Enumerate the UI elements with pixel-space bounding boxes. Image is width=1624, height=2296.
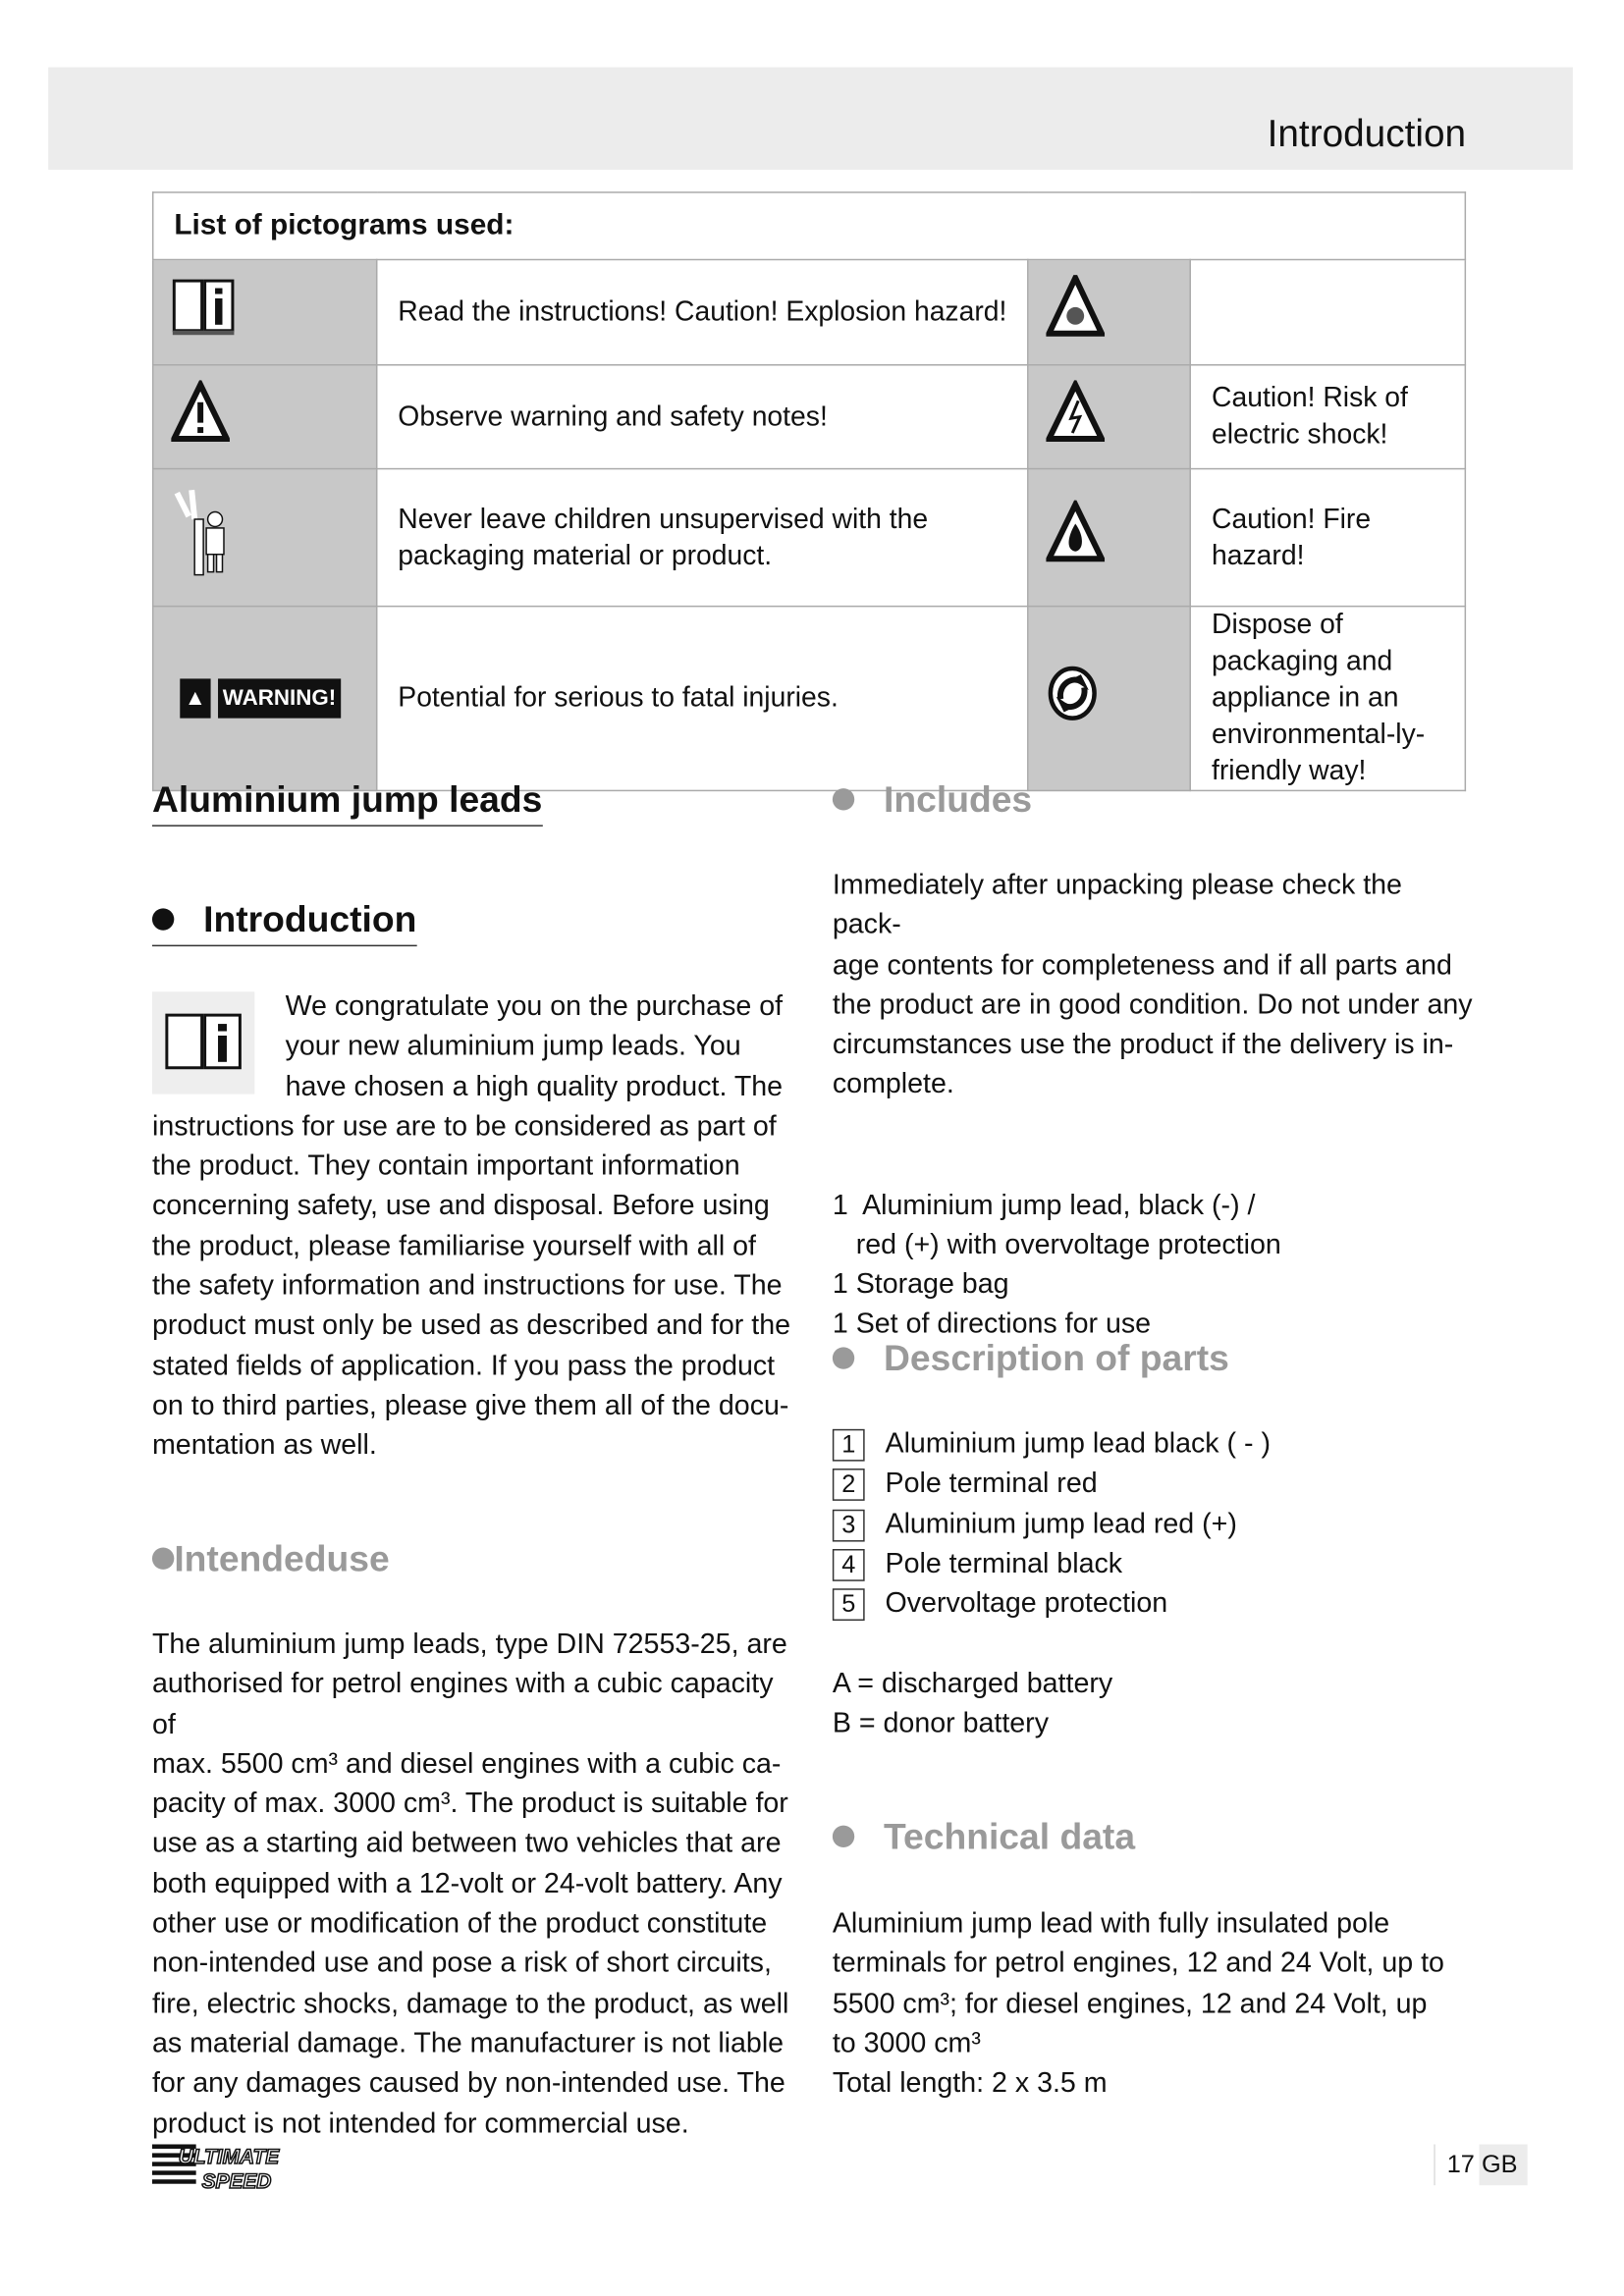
child-supervision-icon bbox=[153, 469, 377, 607]
part-item: 1 Aluminium jump lead black ( - ) bbox=[833, 1424, 1477, 1465]
pictogram-text: Caution! Risk of electric shock! bbox=[1190, 365, 1465, 469]
warning-badge-label: WARNING! bbox=[218, 678, 340, 718]
part-item: 3 Aluminium jump lead red (+) bbox=[833, 1505, 1477, 1545]
technical-data-text: Aluminium jump lead with fully insulated pole terminals for petrol engines, 12 and 24 Volt, up to 5500 cm³; for diesel engines, 12 and 24 Volt, up to 3000 cm³ Total length: 2 x 3.5 m bbox=[832, 1908, 1444, 2100]
fire-hazard-icon bbox=[1028, 469, 1190, 607]
includes-list: 1 Aluminium jump lead, black (-) / red (+) with overvoltage protection 1 Storage bag 1 Set of directions for use bbox=[832, 1190, 1281, 1341]
bullet-icon bbox=[833, 1825, 854, 1846]
bullet-icon bbox=[152, 908, 174, 930]
technical-data-heading: Technical data bbox=[833, 1817, 1135, 1859]
recycle-icon bbox=[1028, 607, 1190, 791]
pictogram-table bbox=[152, 191, 1466, 791]
part-item: 4 Pole terminal black bbox=[833, 1544, 1477, 1584]
explosion-hazard-icon bbox=[1028, 259, 1190, 364]
electric-shock-icon bbox=[1028, 365, 1190, 469]
bullet-icon bbox=[833, 1347, 854, 1368]
pictogram-table-title: List of pictograms used: bbox=[153, 192, 1466, 260]
pictogram-text: Read the instructions! Caution! Explosion hazard! bbox=[377, 259, 1028, 364]
footer-divider bbox=[1434, 2144, 1435, 2185]
warning-triangle-icon bbox=[153, 365, 377, 469]
includes-heading: Includes bbox=[833, 779, 1032, 822]
product-title: Aluminium jump leads bbox=[152, 779, 542, 827]
part-item: 2 Pole terminal red bbox=[833, 1465, 1477, 1505]
includes-text: Immediately after unpacking please check the pack- age contents for completeness and if all parts and the product are in good condition. Do not under any circumstances use the product if the delivery is in- complete. bbox=[832, 870, 1473, 1101]
introduction-text: We congratulate you on the purchase of your new aluminium jump leads. You have chosen a high quality product. The instructions for use are to be considered as part of the product. They contain important information concerning safety, use and disposal. Before using the product, please familiarise yourself with all of the safety information and instructions for use. The product must only be used as described and for the stated fields of application. If you pass the product on to third parties, please give them all of the docu- mentation as well. bbox=[151, 991, 791, 1463]
svg-text:ULTIMATE: ULTIMATE bbox=[178, 2145, 280, 2168]
introduction-heading: Introduction bbox=[152, 899, 416, 946]
battery-legend: A = discharged battery B = donor battery bbox=[832, 1669, 1113, 1740]
bullet-icon bbox=[152, 1547, 174, 1569]
pictogram-text: Potential for serious to fatal injuries. bbox=[377, 607, 1028, 791]
section-title: Introduction bbox=[1267, 111, 1467, 155]
parts-list bbox=[833, 1424, 1477, 1624]
svg-text:SPEED: SPEED bbox=[201, 2170, 272, 2194]
pictogram-text: Dispose of packaging and appliance in an environmental-ly-friendly way! bbox=[1190, 607, 1465, 791]
intended-use-heading: Intendeduse bbox=[152, 1539, 390, 1581]
bullet-icon bbox=[833, 788, 854, 810]
intended-use-text: The aluminium jump leads, type DIN 72553-25, are authorised for petrol engines with a cubic capacity of max. 5500 cm³ and diesel engines with a cubic ca- pacity of max. 3000 cm³. The product is suitable for use as a starting aid between two vehicles that are both equipped with a 12-volt or 24-volt battery. Any other use or modification of the product constitute non-intended use and pose a risk of short circuits, fire, electric shocks, damage to the product, as well as material damage. The manufacturer is not liable for any damages caused by non-intended use. The product is not intended for commercial use. bbox=[151, 1629, 789, 2140]
parts-heading: Description of parts bbox=[833, 1338, 1229, 1380]
pictogram-text: Observe warning and safety notes! bbox=[377, 365, 1028, 469]
pictogram-text: Never leave children unsupervised with the packaging material or product. bbox=[377, 469, 1028, 607]
pictogram-text bbox=[1190, 259, 1465, 364]
brand-logo bbox=[152, 2142, 307, 2202]
read-instructions-icon bbox=[153, 259, 377, 364]
page-number: 17 GB bbox=[1446, 2150, 1518, 2178]
part-item: 5 Overvoltage protection bbox=[833, 1584, 1477, 1625]
warning-badge-icon: ▲ WARNING! bbox=[153, 607, 377, 791]
pictogram-text: Caution! Fire hazard! bbox=[1190, 469, 1465, 607]
